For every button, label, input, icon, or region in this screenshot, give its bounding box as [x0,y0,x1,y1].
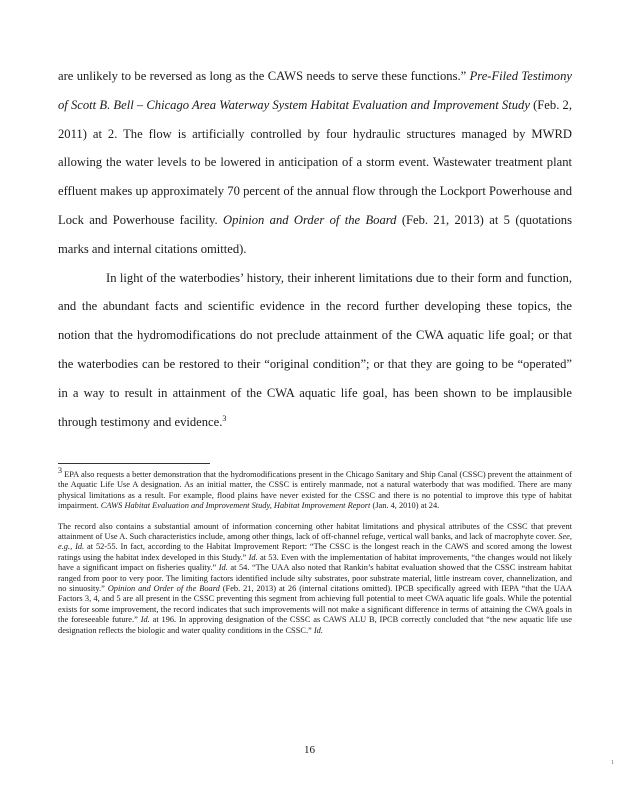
page-number: 16 [304,744,315,756]
footnote-3-continued [58,522,572,636]
fn2-text-c: at 52-55. In fact, according to the Habitat Improvement Report: “The CSSC is the longest reach in the CAWS and scored among the lowest ratings using the habitat index developed in this Study.” [58,542,572,562]
fn1-text-c: (Jan. 4, 2010) at 24. [370,501,440,511]
fn2-text-k: at 196. In approving designation of the CSSC as CAWS ALU B, IPCB correctly concluded that “the new aquatic life use designation reflects the biologic and water quality conditions in the CSSC.” [58,615,572,635]
paragraph-1 [58,62,572,264]
footnote-marker: 3 [58,466,62,476]
p1-text-a: are unlikely to be reversed as long as the CAWS needs to serve these functions.” [58,69,470,83]
fn2-text-i: (Feb. 21, 2013) at 26 (internal citations omitted). IPCB specifically agreed with IEPA “that the UAA Factors 3, 4, and 5 are all present in the CSSC preventing this segment from achieving full potential to meet CWA aquatic life goals. While the potential exists for some improvement, the record indicates that such improvements will not make a significant difference in terms of attaining the CWA goals in the foreseeable future.” [58,584,573,625]
fn2-cite-id-4: Id. [313,625,323,635]
fn1-text-a: EPA also requests a better demonstration that the hydromodifications present in the Chicago Sanitary and Ship Canal (CSSC) prevent the attainment of the Aquatic Life Use A designation. As an initial matter, the CSSC is entirely manmade, not a natural waterbody that was modified. There are many physical limitations as a result. For example, flood plains have never existed for the CSSC and there is no potential to improve this type of habitat impairment. [58,470,572,511]
fn2-text-e: at 53. Even with the implementation of habitat improvements, “the changes would not likely have a significant impact on fisheries quality.” [58,552,572,573]
paragraph-2 [58,264,572,437]
footnote-divider [58,463,210,464]
fn2-cite-opinion: Opinion and Order of the Board [107,584,220,594]
fn2-text-a: The record also contains a substantial amount of information concerning other habitat limitations and physical attributes of the CSSC that prevent attainment of Use A. Such characteristics include, among other things, lack of off-channel refuge, vertical wall banks, and lack of macrophyte cover. [58,521,572,542]
p2-text: In light of the waterbodies’ history, their inherent limitations due to their form and function, and the abundant facts and scientific evidence in the record further developing these topics, the notion that the hydromodifications do not preclude attainment of the CWA aquatic life goal; or that the waterbodies can be restored to their “original condition”; or that they are going to be “operated” in a way to result in attainment of the CWA aquatic life goal, has been shown to be implausible through testimony and evidence. [58,270,572,429]
fn2-text-g: at 54. “The UAA also noted that Rankin’s habitat evaluation showed that the CSSC instream habitat ranged from poor to very poor. The limiting factors identified include silty substrates, poor substrate material, little instream cover, channelization, and no sinuosity.” [58,563,572,594]
footnote-3 [58,466,572,512]
p1-text-e: (Feb. 21, 2013) at 5 (quotations marks and internal citations omitted). [58,212,572,256]
fn2-cite-id-3: Id. [140,615,150,625]
body-text [58,62,572,436]
p1-citation-testimony: Pre-Filed Testimony of Scott B. Bell – Chicago Area Waterway System Habitat Evaluation and Improvement Study [58,69,572,112]
fn1-citation-report: CAWS Habitat Evaluation and Improvement Study, Habitat Improvement Report [100,501,371,511]
footnotes [58,466,573,636]
edge-mark: 1 [611,760,614,766]
fn2-cite-see: See, e.g., Id. [58,532,572,552]
p1-citation-opinion: Opinion and Order of the Board [223,212,397,227]
footnote-reference: 3 [222,413,227,423]
fn2-cite-id-1: Id. [248,552,258,562]
p1-text-c: (Feb. 2, 2011) at 2. The flow is artificially controlled by four hydraulic structures managed by MWRD allowing the water levels to be lowered in anticipation of a storm event. Wastewater treatment plant effluent makes up approximately 70 percent of the annual flow through the Lockport Powerhouse and Lock and Powerhouse facility. [58,97,572,227]
fn2-cite-id-2: Id. [218,563,228,573]
